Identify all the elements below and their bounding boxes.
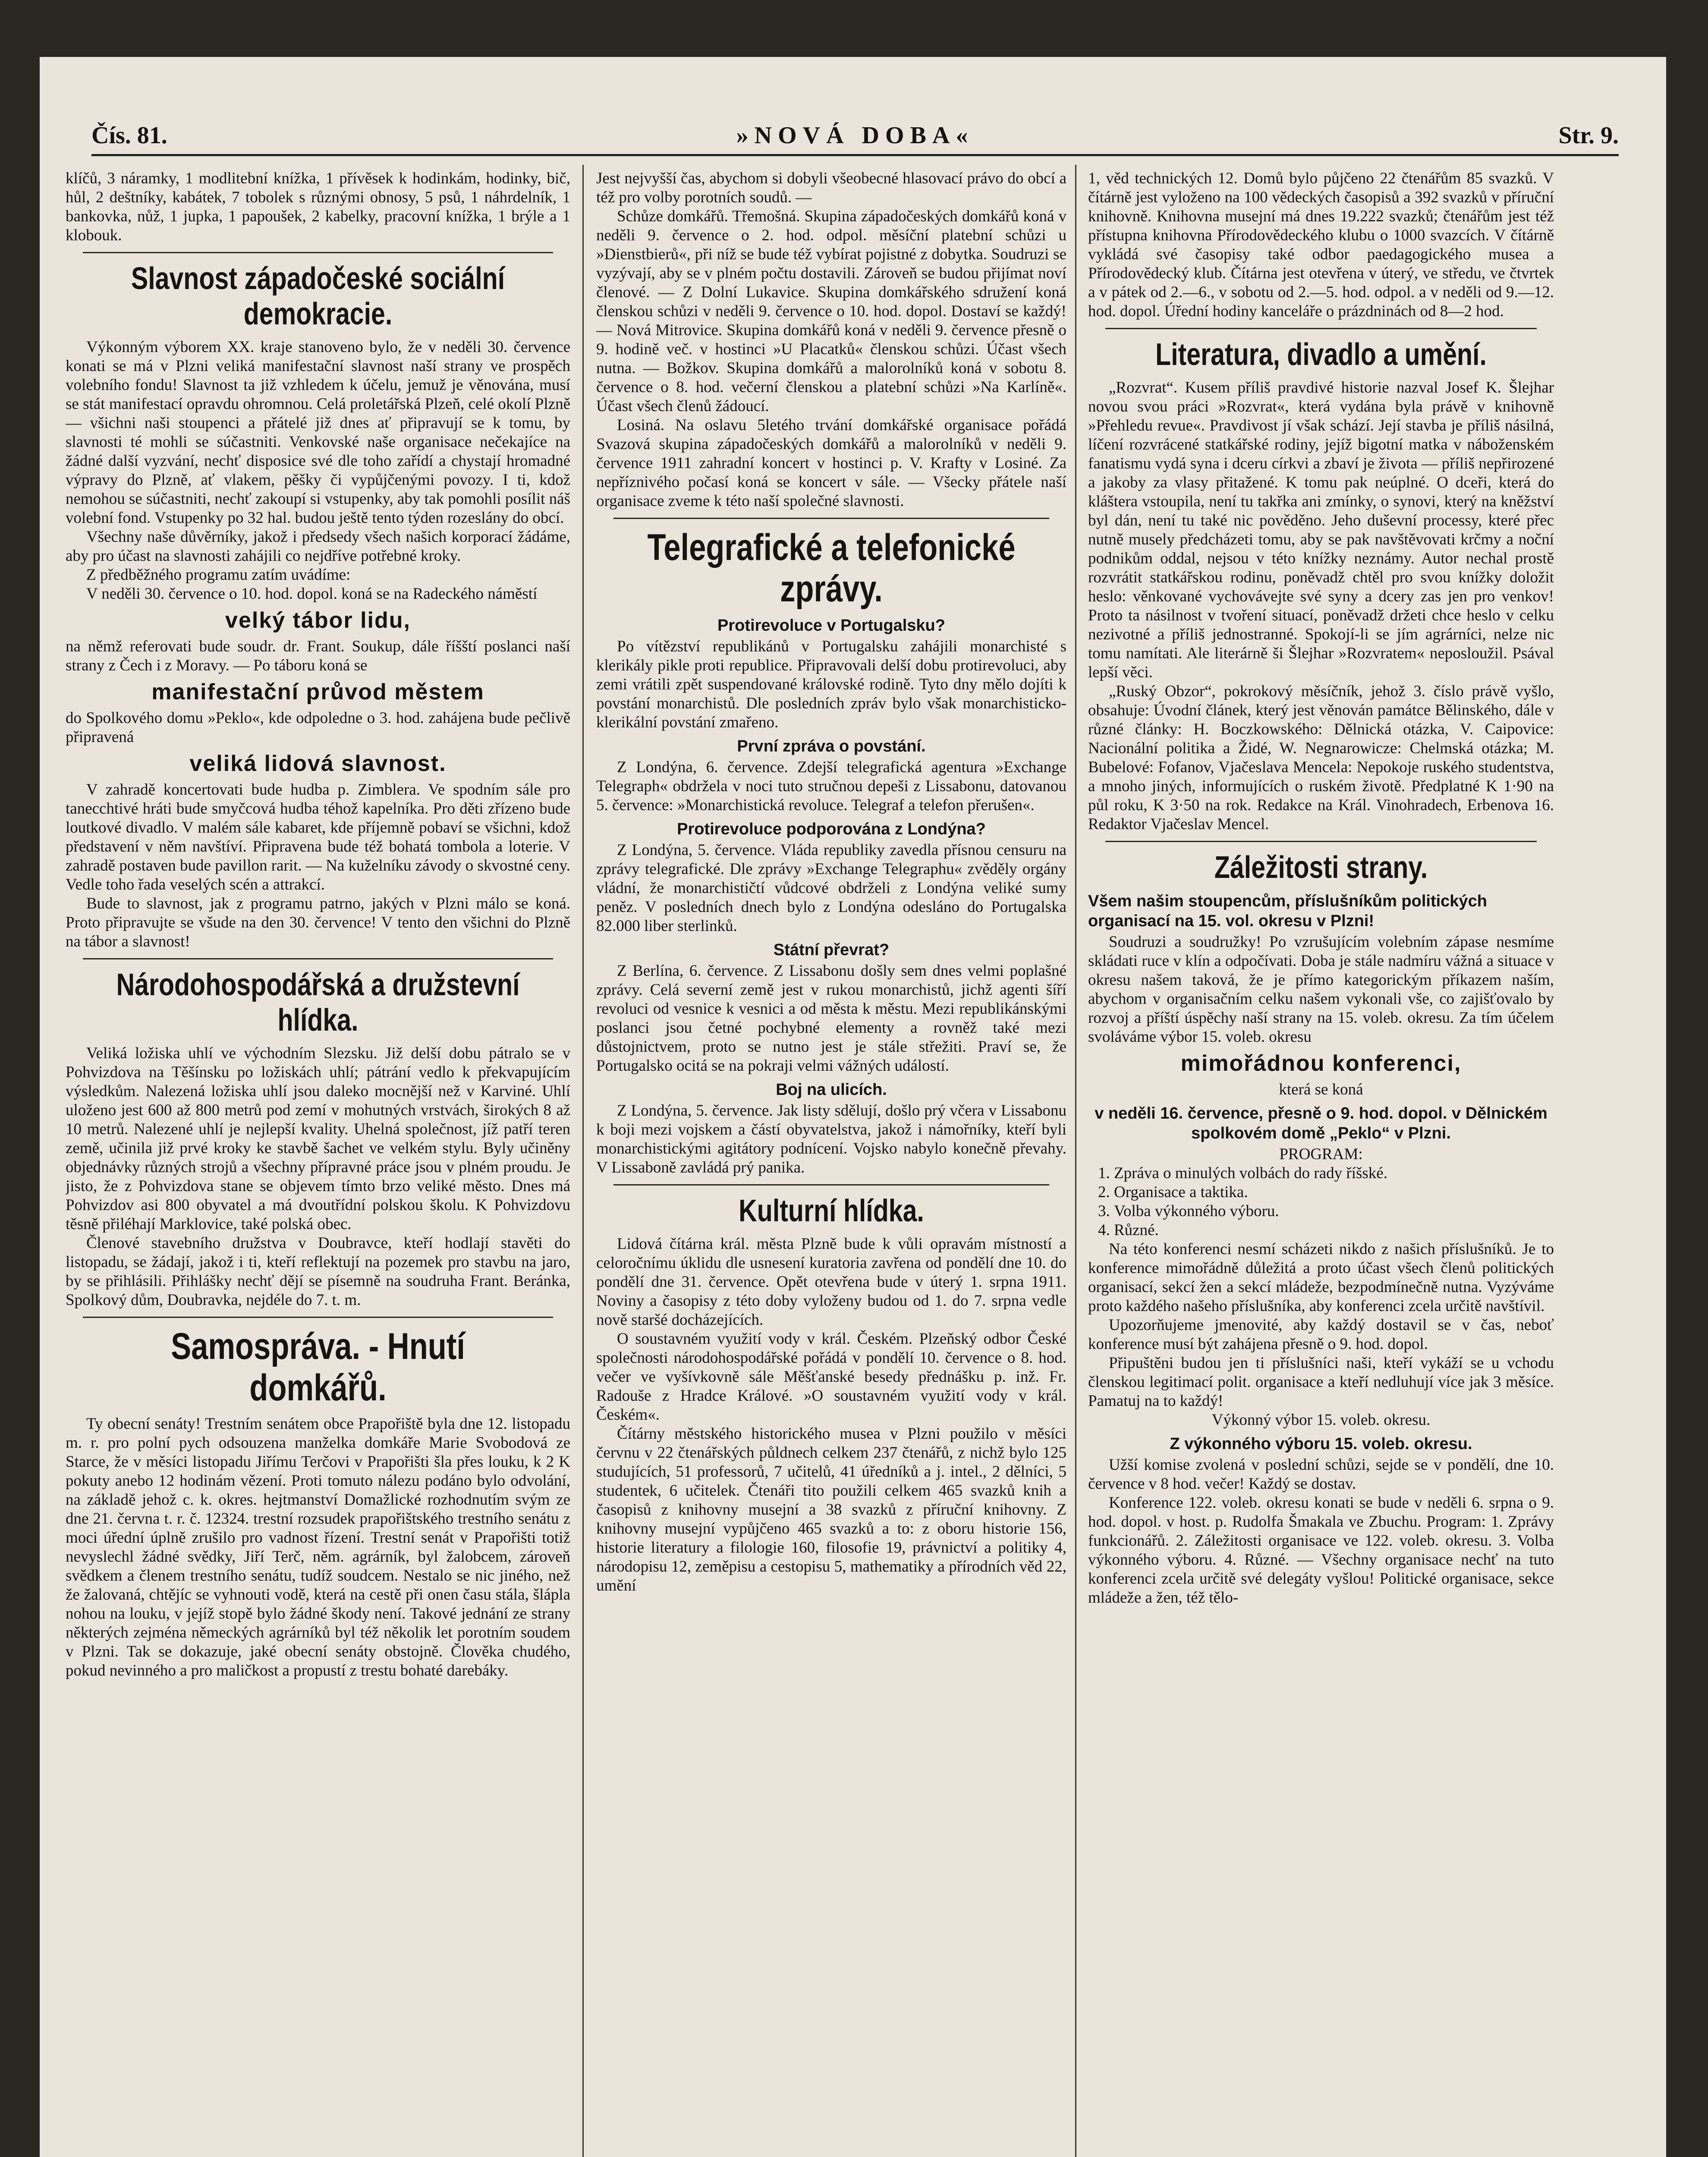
article-text: Ty obecní senáty! Trestním senátem obce Prapořiště byla dne 12. listopadu m. r. pro polní pych odsouzena manželka domkáře Marie Svobodová ze Starce, že v měsíci listopadu Jiřímu Terčovi v Prapořišti šla přes louku, k 2 K pokuty anebo 12 hodinám vězení. Proti tomuto nálezu podáno bylo odvolání, na základě jehož c. k. okres. hejtmanství Domažlické rozhodnutím svým ze dne 21. června t. r. č. 12324. trestní rozsudek prapořištského trestního senátu z moci úřední úplně zrušilo pro vadnost řízení. Trestní senát v Prapořišti totiž nevyslechl žádné svědky, Jiří Terč, něm. agrárník, byl žalobcem, zároveň svědkem a členem trestního senátu, tudíž soudcem. Nestalo se nic jiného, než že žalovaná, chtějíc se vyhnouti vodě, která na cestě při onen času stála, šlápla nohou na louku, v jejíž stopě bylo žádné škody není. Takové jednání ze strany některých zejména německých agrárníků byl též několik let porotním soudem v Plzni. Tak se dokazuje, jaké obecní senáty obstojně. Člověka chudého, pokud nevinného a pro maličkost a propustí z trestu bohaté darebáky. (66, 1415, 570, 1679)
article-text: Veliká ložiska uhlí ve východním Slezsku. Již delší dobu pátralo se v Pohvizdova na Těšínsku po ložiskách uhlí; pátrání vedlo k překvapujícím výsledkům. Nalezená ložiska uhlí jsou daleko mocnější než v Karviné. Uhlí uloženo jest 600 až 800 metrů pod zemí v mohutných vrstvách, širokých 8 až 10 metrů. Nalezené uhlí je nejlepší kvality. Uhelná společnost, jíž patří teren země, učinila již prvé kroky ke stavbě šachet ve velkém stylu. Byly učiněny objednávky různých strojů a všechny přípravné práce jsou v plném proudu. Je jisto, že z Pohvizdova stane se objevem tímto brzo veliké město. Dnes má Pohvizdov asi 800 obyvatel a má dvoutřídní polskou školu. K Pohvizdovu těsně přiléhají Marklovice, také polská obec. (66, 1044, 570, 1233)
article-text: Na této konferenci nesmí scházeti nikdo z našich příslušníků. Je to konference mimořádně důležitá a proto účast všech členů politických organisací, sekcí žen a sekcí mládeže, bezpodmínečně nutna. Vyzýváme proto každého našeho příslušníka, aby konferenci zcela určitě navštívil. (1088, 1240, 1554, 1315)
headline: Samospráva. - Hnutí domkářů. (171, 1326, 465, 1409)
divider (1105, 841, 1537, 842)
article-text: která se koná (1279, 1081, 1363, 1098)
article-text: Z Londýna, 6. července. Zdejší telegrafická agentura »Exchange Telegraph« obdržela v noci tuto stručnou depeši z Lissabonu, datovanou 5. července: »Monarchistická revoluce. Telegraf a telefon přerušen«. (596, 758, 1066, 814)
subheadline: Z výkonného výboru 15. voleb. okresu. (1170, 1435, 1472, 1453)
headline: Národohospodářská a družstevní hlídka. (116, 968, 520, 1038)
program-item: 2. Organisace a taktika. (1114, 1183, 1554, 1202)
column-left (66, 169, 570, 2157)
banner-text: veliká lidová slavnost. (189, 751, 447, 776)
article-text: „Ruský Obzor“, pokrokový měsíčník, jehož 3. číslo právě vyšlo, obsahuje: Úvodní článek, který jest věnován památce Bělinského, dále v různé články: H. Boczkowského: Dělnická otázka, V. Caipovice: Nacionální politika a Židé, W. Negnarowicze: Chelmská otázka; M. Bubelové: Fofanov, Vjačeslava Mencela: Nepokoje ruského studentstva, a mnoho jiných, informujících o ruském životě. Předplatné K 1·90 na půl roku, K 3·50 na rok. Redakce na Král. Vinohradech, Erbenova 16. Redaktor Vjačeslav Mencel. (1088, 682, 1554, 833)
newspaper-page (40, 57, 1666, 2157)
banner-text: manifestační průvod městem (151, 679, 484, 704)
article-text: Po vítězství republikánů v Portugalsku zahájili monarchisté s klerikály pikle proti republice. Připravovali delší dobu protirevoluci, aby zemi vrátili zpět suspendované královské rodině. Tyto dny mělo dojíti k povstání monarchistů. Dle posledních zpráv bylo však monarchisticko-klerikální povstání zmařeno. (596, 638, 1066, 731)
program-list (1088, 1164, 1554, 1240)
program-heading: PROGRAM: (1279, 1145, 1363, 1163)
article-text: na němž referovati bude soudr. dr. Frant. Soukup, dále říšští poslanci naší strany z Čech i z Moravy. — Po táboru koná se (66, 638, 570, 674)
article-text: Výkonným výborem XX. kraje stanoveno bylo, že v neděli 30. července konati se má v Plzni veliká manifestační slavnost naší strany ve prospěch volebního fondu! Slavnost ta již vzhledem k účelu, jemuž je věnována, musí se stát manifestací opravdu ohromnou. Celá proletářská Plzeň, celé okolí Plzně — všichni naši stoupenci a přátelé již dnes ať připravují se k tomu, by slavnosti té mohli se súčastniti. Venkovské naše organisace nečekajíce na žádné další vyzvání, nechť disposice své dle toho zařídí a chystají hromadné výpravy do Plzně, ať vlakem, pěšky či vypůjčenými povozy. I ti, kdož nemohou se súčastniti, nechť zakoupí si vstupenky, aby tak pomohli posílit náš volební fond. Vstupenky po 32 hal. budou ještě tento týden rozeslány do obcí. (66, 338, 570, 527)
article-text: O soustavném využití vody v král. Českém. Plzeňský odbor České společnosti národohospodářské pořádá v pondělí 10. července o 8. hod. večer ve vyšívkovně sále Měšťanské besedy přednášku p. inž. Fr. Radouše z Hradce Králové. »O soustavném využití vody v král. Českém«. (596, 1330, 1066, 1424)
divider (83, 958, 553, 959)
article-text: Lidová čítárna král. města Plzně bude k vůli opravám místností a celoročnímu úklidu dle usnesení kuratoria zavřena od pondělí dne 10. do pondělí dne 31. července. Opět otevřena bude v úterý 1. srpna 1911. Noviny a časopisy z této doby vyloženy budou od 1. do 7. srpna vedle nově staršé docházejících. (596, 1235, 1066, 1329)
column-divider (1075, 165, 1076, 2157)
article-text: 1, věd technických 12. Domů bylo půjčeno 22 čtenářům 85 svazků. V čítárně jest vyloženo na 100 vědeckých časopisů a 392 svazků v příruční knihovně. Knihovna musejní má dnes 19.222 svazků; čtenářům jest též přístupna knihovna Přírodovědeckého klubu o 1000 svazcích. V čítárně vykládá své časopisy také odbor paedagogického musea a Přírodovědecký klub. Čítárna jest otevřena v úterý, ve středu, ve čtvrtek a v pátek od 2.—6., v sobotu od 2.—5. hod. odpol. a v neděli od 9.—12. hod. dopol. Úřední hodiny kanceláře o prázdninách od 8—2 hod. (1088, 170, 1554, 320)
headline: Telegrafické a telefonické zprávy. (647, 527, 1016, 610)
article-text: Losiná. Na oslavu 5letého trvání domkářské organisace pořádá Svazová skupina západočeských domkářů a malorolníků v neděli 9. července 1911 zahradní koncert v hostinci p. V. Krafty v Losiné. Za nepříznivého počasí koná se koncert v sále. — Všecky přátele naší organisace zveme k této naší společné slavnosti. (596, 416, 1066, 510)
subheadline: v neděli 16. července, přesně o 9. hod. dopol. v Dělnickém spolkovém domě „Peklo“ v Plzni. (1095, 1104, 1548, 1142)
article-text: Z Londýna, 5. července. Jak listy sdělují, došlo prý včera v Lissabonu k boji mezi vojskem a částí obyvatelstva, jakož i námořníky, kteří byli monarchistickými agitátory podnícení. Vojsko nabylo konečně převahy. V Lissaboně zavládá prý panika. (596, 1102, 1066, 1176)
article-text: Upozorňujeme jmenovité, aby každý dostavil se v čas, neboť konference musí být zahájena přesně o 9. hod. dopol. (1088, 1316, 1554, 1353)
banner-text: velký tábor lidu, (225, 608, 411, 633)
article-text: Jest nejvyšší čas, abychom si dobyli všeobecné hlasovací právo do obcí a též pro volby porotních soudů. — (596, 170, 1066, 206)
subheadline: Protirevoluce podporována z Londýna? (677, 820, 986, 838)
divider (1105, 328, 1537, 329)
article-text: Bude to slavnost, jak z programu patrno, jakých v Plzni málo se koná. Proto připravujte se všude na den 30. července! V tento den všichni do Plzně na tábor a slavnost! (66, 895, 570, 950)
article-text: Připuštěni budou jen ti příslušníci naši, kteří vykáží se u vchodu členskou legitimací polit. organisace a kteří nedluhují více jak 3 měsíce. Pamatuj na to každý! (1088, 1354, 1554, 1410)
article-text: Členové stavebního družstva v Doubravce, kteří hodlají stavěti do listopadu, se žádají, jakož i ti, kteří reflektují na pozemek pro stavbu na jaro, by se přihlásili. Přihlášky nechť dějí se písemně na soudruha Frant. Beránka, Spolkový dům, Doubravka, nejdéle do 7. t. m. (66, 1234, 570, 1309)
article-text: Z Berlína, 6. července. Z Lissabonu došly sem dnes velmi poplašné zprávy. Celá severní země jest v rukou monarchistů, jichž agenti šíří revoluci od vesnice k vesnici a od města k městu. Mezi republikánskými poslanci jsou četné pochybné elementy a rovněž také mezi důstojnictvem, proto se nutno jest je stále střežiti. Praví se, že Portugalsko ocitá se na pokraji velmi vážných událostí. (596, 962, 1066, 1075)
headline: Literatura, divadlo a umění. (1155, 337, 1487, 372)
subheadline: Protirevoluce v Portugalsku? (717, 616, 945, 635)
column-divider (582, 165, 584, 2157)
headline: Kulturní hlídka. (739, 1194, 924, 1228)
article-text: V zahradě koncertovati bude hudba p. Zimblera. Ve spodním sále pro tanecchtivé hráti bude smyčcová hudba téhož kapelníka. Pro děti zřízeno bude loutkové divadlo. V malém sále kabaret, kde příjemně pobaví se všichni, kdož představení v něm navštíví. Připravena bude též bohatá tombola a loterie. V zahradě postaven bude pavillon rarit. — Na kuželníku závody o skvostné ceny. Vedle toho řada veselých scén a attrakcí. (66, 781, 570, 893)
signature: Výkonný výbor 15. voleb. okresu. (1211, 1411, 1431, 1429)
article-text: Konference 122. voleb. okresu konati se bude v neděli 6. srpna o 9. hod. dopol. v host. p. Rudolfa Šmakala ve Zbuchu. Program: 1. Zprávy funkcionářů. 2. Záležitosti organisace ve 122. voleb. okresu. 3. Volba výkonného výboru. 4. Různé. — Všechny organisace nechť na tuto konferenci zcela určitě své delegáty vyšlou! Politické organisace, sekce mládeže a žen, též tělo- (1088, 1494, 1554, 1607)
banner-text: mimořádnou konferenci, (1180, 1051, 1462, 1076)
divider (83, 1317, 553, 1318)
headline: Záležitosti strany. (1214, 850, 1428, 885)
subheadline: Všem našim stoupencům, příslušníkům politických organisací na 15. vol. okresu v Plzni! (1088, 892, 1487, 930)
article-text: V neděli 30. července o 10. hod. dopol. koná se na Radeckého náměstí (86, 585, 538, 603)
masthead-title: »NOVÁ DOBA« (736, 122, 974, 149)
article-text: Užší komise zvolená v poslední schůzi, sejde se v pondělí, dne 10. července v 8 hod. večer! Každý se dostav. (1088, 1456, 1554, 1493)
program-item: 4. Různé. (1114, 1221, 1554, 1240)
article-text: Soudruzi a soudružky! Po vzrušujícím volebním zápase nesmíme skládati ruce v klín a odpočívati. Doba je stále nadmíru vážná a situace v okresu našem taková, že je přímo kategorickým příkazem naším, abychom v organisačním celku našem vykonali vše, co zajišťovalo by rozvoj a příští úspěchy naší strany na 15. voleb. okresu. Za tím účelem svoláváme výbor 15. voleb. okresu (1088, 933, 1554, 1046)
program-item: 1. Zpráva o minulých volbách do rady říšské. (1114, 1164, 1554, 1183)
article-text: „Rozvrat“. Kusem příliš pravdivé historie nazval Josef K. Šlejhar novou svou práci »Rozvrat«, která vydána byla právě v knihovně »Přehledu revue«. Pravdivost jí však schází. Její stavba je příliš násilná, líčení rozvrácené statkářské rodiny, jejíž bigotní matka v náboženském fanatismu vydá syna i dceru církvi a zbaví je života — příliš nepřirozené a jakoby za vlasy přitažené. K tomu pak neúplné. O dceři, která do kláštera vstoupila, není tu takřka ani zmínky, o synovi, který na kněžství byl dán, není tu také nic pověděno. Jeho duševní processy, které přec nutně musely předcházeti tomu, aby se pak navštěvovati krčmy a noční podnikům oddal, nejsou v této knížky neznámy. Autor nechal prostě rozvrátit statkářskou rodinu, poněvadž chtěl pro svou knížky doložit heslo: věnkované vychovávejte své syny a dcery zas jen pro venkov! Proto ta násilnost v tvoření situací, poněvadž držeti chce heslo v celku nezivotné a příliš jednostranné. Spokojí-li se jím agrárníci, nelze nic tomu namítati. Ale literárně ši Šlejhar »Rozvratem« neposloužil. Psával lepší věci. (1088, 379, 1554, 681)
subheadline: Boj na ulicích. (776, 1081, 887, 1099)
article-text: klíčů, 3 náramky, 1 modlitební knížka, 1 přívěsek k hodinkám, hodinky, bič, hůl, 2 deštníky, kabátek, 7 tobolek s různými obnosy, 5 psů, 1 náhrdelník, 1 bankovka, nůž, 1 jupka, 1 papoušek, 2 kabelky, pracovní knížka, 1 brýle a 1 klobouk. (66, 170, 570, 244)
article-text: Čítárny městského historického musea v Plzni použilo v měsíci červnu v 22 čtenářských půldnech celkem 237 čtenářů, z nichž bylo 125 studujících, 51 professorů, 7 učitelů, 41 úředníků a j. intel., 2 dělníci, 5 studentek, 6 učitelek. Čtenáři tito použili celkem 465 svazků knih a časopisů z knihovny musejní a 38 svazků z příruční knihovny. Z knihovny musejní vypůjčeno 465 svazků a to: z oboru historie 156, historie literatury a filologie 160, filosofie 19, právnictví a politiky 4, národopisu 12, zeměpisu a cestopisu 5, mathematiky a přírodních věd 22, umění (596, 1425, 1066, 1594)
divider (83, 252, 553, 253)
divider (613, 518, 1049, 519)
article-text: Z předběžného programu zatím uvádíme: (86, 566, 351, 584)
program-item: 3. Volba výkonného výboru. (1114, 1202, 1554, 1221)
article-text: Z Londýna, 5. července. Vláda republiky zavedla přísnou censuru na zprávy telegrafické. Dle zprávy »Exchange Telegraphu« zvěděly orgány vládní, že monarchističtí vůdcové obdrželi z Londýna veliké sumy peněz. V posledních dnech bylo z Londýna odesláno do Portugalska 82.000 liber sterlinků. (596, 841, 1066, 935)
headline: Slavnost západočeské sociální demokracie. (131, 261, 505, 331)
divider (613, 1184, 1049, 1185)
issue-number: Čís. 81. (91, 122, 167, 149)
subheadline: Státní převrat? (773, 941, 890, 959)
column-middle (596, 169, 1066, 2157)
header-rule (91, 154, 1619, 156)
subheadline: První zpráva o povstání. (737, 737, 926, 755)
column-right (1088, 169, 1554, 2157)
page-number: Str. 9. (1558, 122, 1619, 149)
article-text: Všechny naše důvěrníky, jakož i předsedy všech našich korporací žádáme, aby pro účast na slavnosti zahájili co nejdříve potřebné kroky. (66, 528, 570, 565)
article-text: do Spolkového domu »Peklo«, kde odpoledne o 3. hod. zahájena bude pečlivě připravená (66, 709, 570, 746)
article-text: Schůze domkářů. Třemošná. Skupina západočeských domkářů koná v neděli 9. července o 2. hod. odpol. měsíční platební schůzi u »Dienstbierů«, při níž se bude též vybírat pojistné z dobytka. Soudruzi se vyzývají, aby se v plném počtu dostavili. Zároveň se budou přijímat noví členové. — Z Dolní Lukavice. Skupina domkářského sdružení koná členskou schůzi v neděli 9. července o 10. hod. dopol. Dostaví se každý! — Nová Mitrovice. Skupina domkářů koná v neděli 9. července přesně o 9. hodině več. v hostinci »U Placatků« členskou schůzi. Účast všech nutna. — Božkov. Skupina domkářů a malorolníků koná v sobotu 8. července o 8. hod. večerní členskou a platební schůzi »Na Karlíně«. Účast všech členů žádoucí. (596, 208, 1066, 415)
